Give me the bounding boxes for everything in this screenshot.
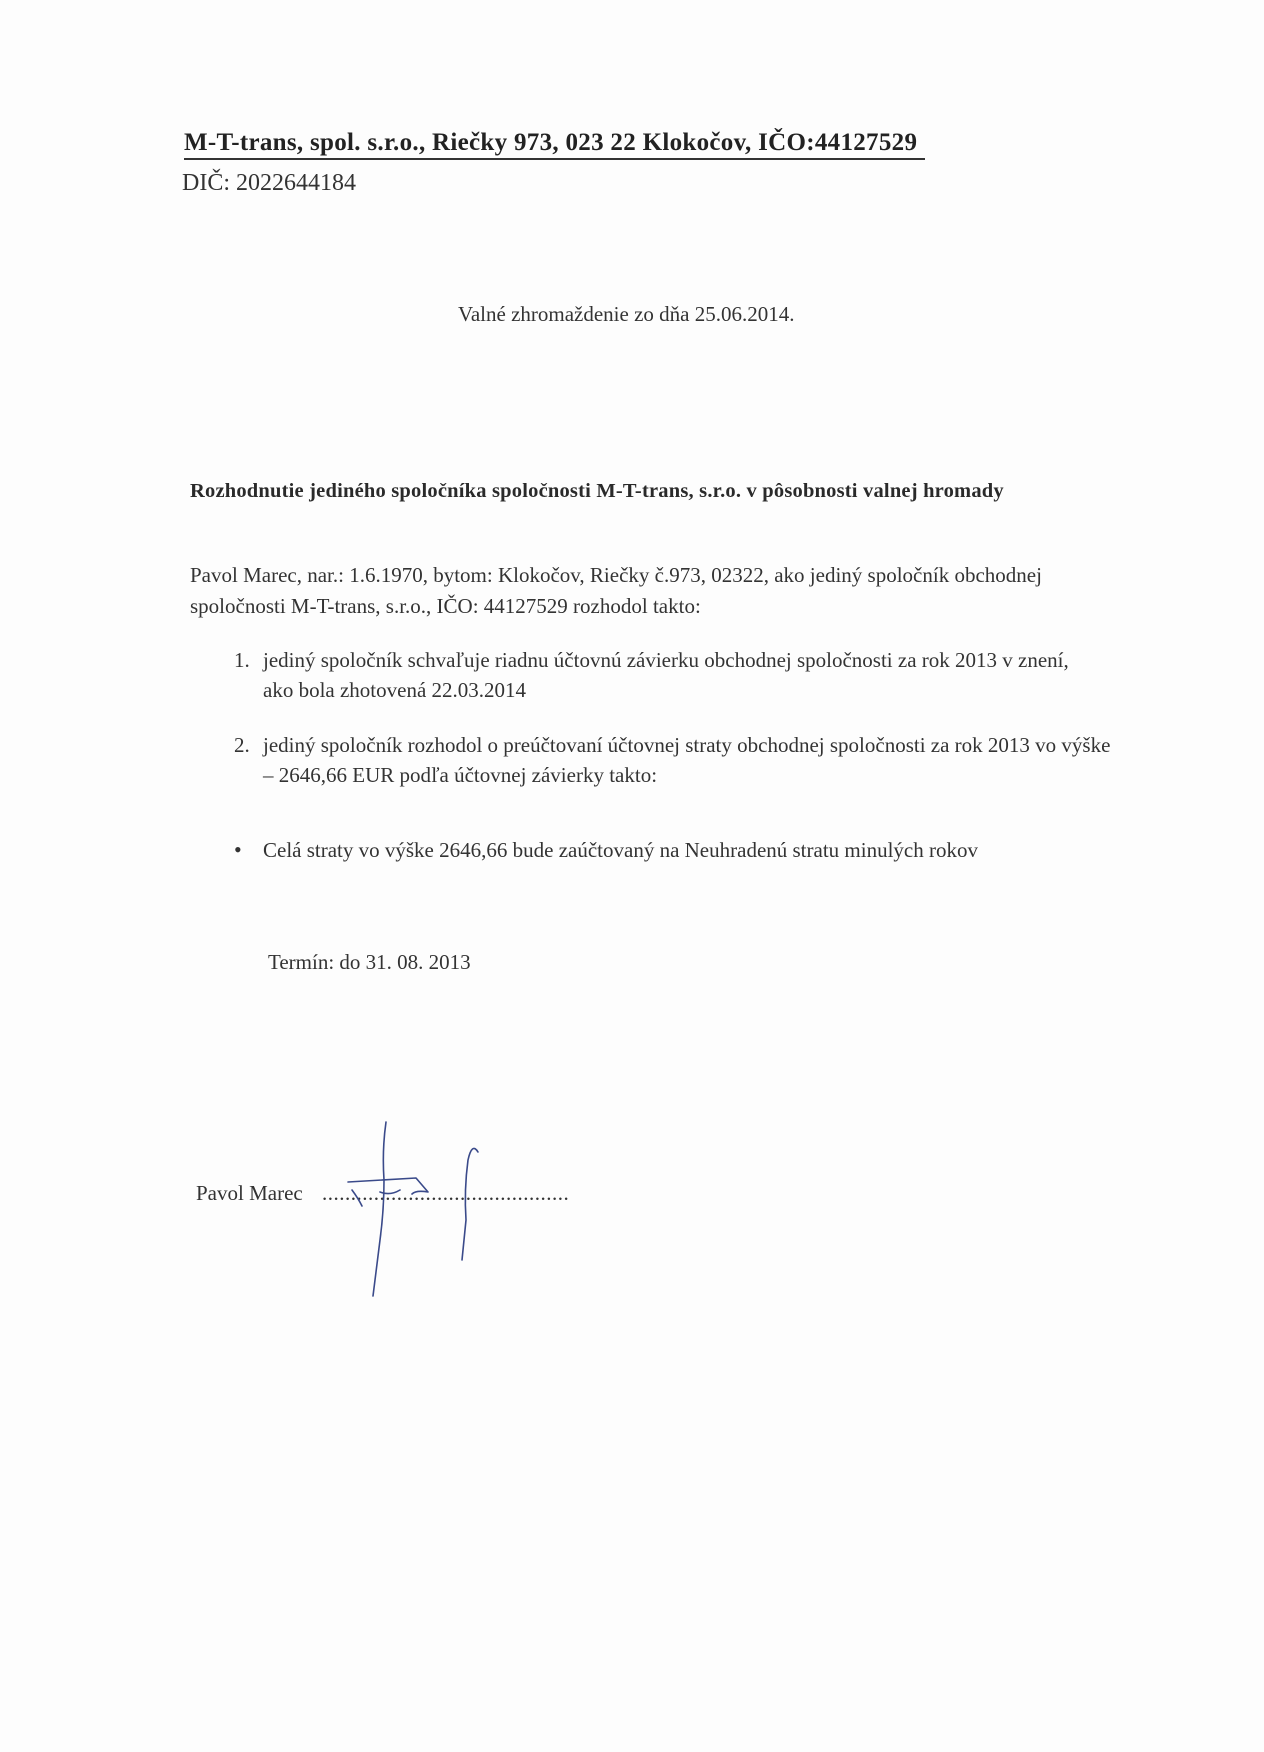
item-number: 1. bbox=[234, 648, 250, 672]
item-text: jediný spoločník rozhodol o preúčtovaní účtovnej straty obchodnej spoločnosti za rok 2013 vo výške – 2646,66 EUR podľa účtovnej závierky takto: bbox=[263, 733, 1111, 787]
handwritten-signature bbox=[330, 1120, 510, 1300]
loss-bullet bbox=[234, 835, 1163, 865]
signature-stroke bbox=[348, 1178, 428, 1194]
signature-stroke bbox=[462, 1148, 478, 1260]
intro-paragraph: Pavol Marec, nar.: 1.6.1970, bytom: Klokočov, Riečky č.973, 02322, ako jediný spoločník obchodnej spoločnosti M-T-trans, s.r.o., IČO: 44127529 rozhodol takto: bbox=[190, 563, 1042, 618]
bullet-text: Celá straty vo výške 2646,66 bude zaúčtovaný na Neuhradenú stratu minulých rokov bbox=[263, 838, 978, 862]
signatory-name: Pavol Marec bbox=[196, 1181, 303, 1205]
meeting-date-line: Valné zhromaždenie zo dňa 25.06.2014. bbox=[458, 302, 795, 326]
decision-item-1 bbox=[234, 645, 1083, 705]
signature-stroke bbox=[380, 1190, 400, 1194]
decision-item-2 bbox=[234, 730, 1123, 790]
company-header: M-T-trans, spol. s.r.o., Riečky 973, 023 22 Klokočov, IČO:44127529 bbox=[184, 128, 925, 160]
dic-number: DIČ: 2022644184 bbox=[182, 170, 356, 196]
bullet-icon: • bbox=[234, 837, 242, 862]
signature-line: ........................................... bbox=[322, 1181, 570, 1205]
deadline: Termín: do 31. 08. 2013 bbox=[268, 950, 471, 974]
signature-stroke bbox=[373, 1122, 386, 1296]
item-number: 2. bbox=[234, 733, 250, 757]
signature-stroke bbox=[352, 1190, 362, 1206]
decision-heading: Rozhodnutie jediného spoločníka spoločnosti M-T-trans, s.r.o. v pôsobnosti valnej hromady bbox=[190, 480, 1004, 502]
item-text: jediný spoločník schvaľuje riadnu účtovnú závierku obchodnej spoločnosti za rok 2013 v znení, ako bola zhotovená 22.03.2014 bbox=[263, 648, 1069, 702]
